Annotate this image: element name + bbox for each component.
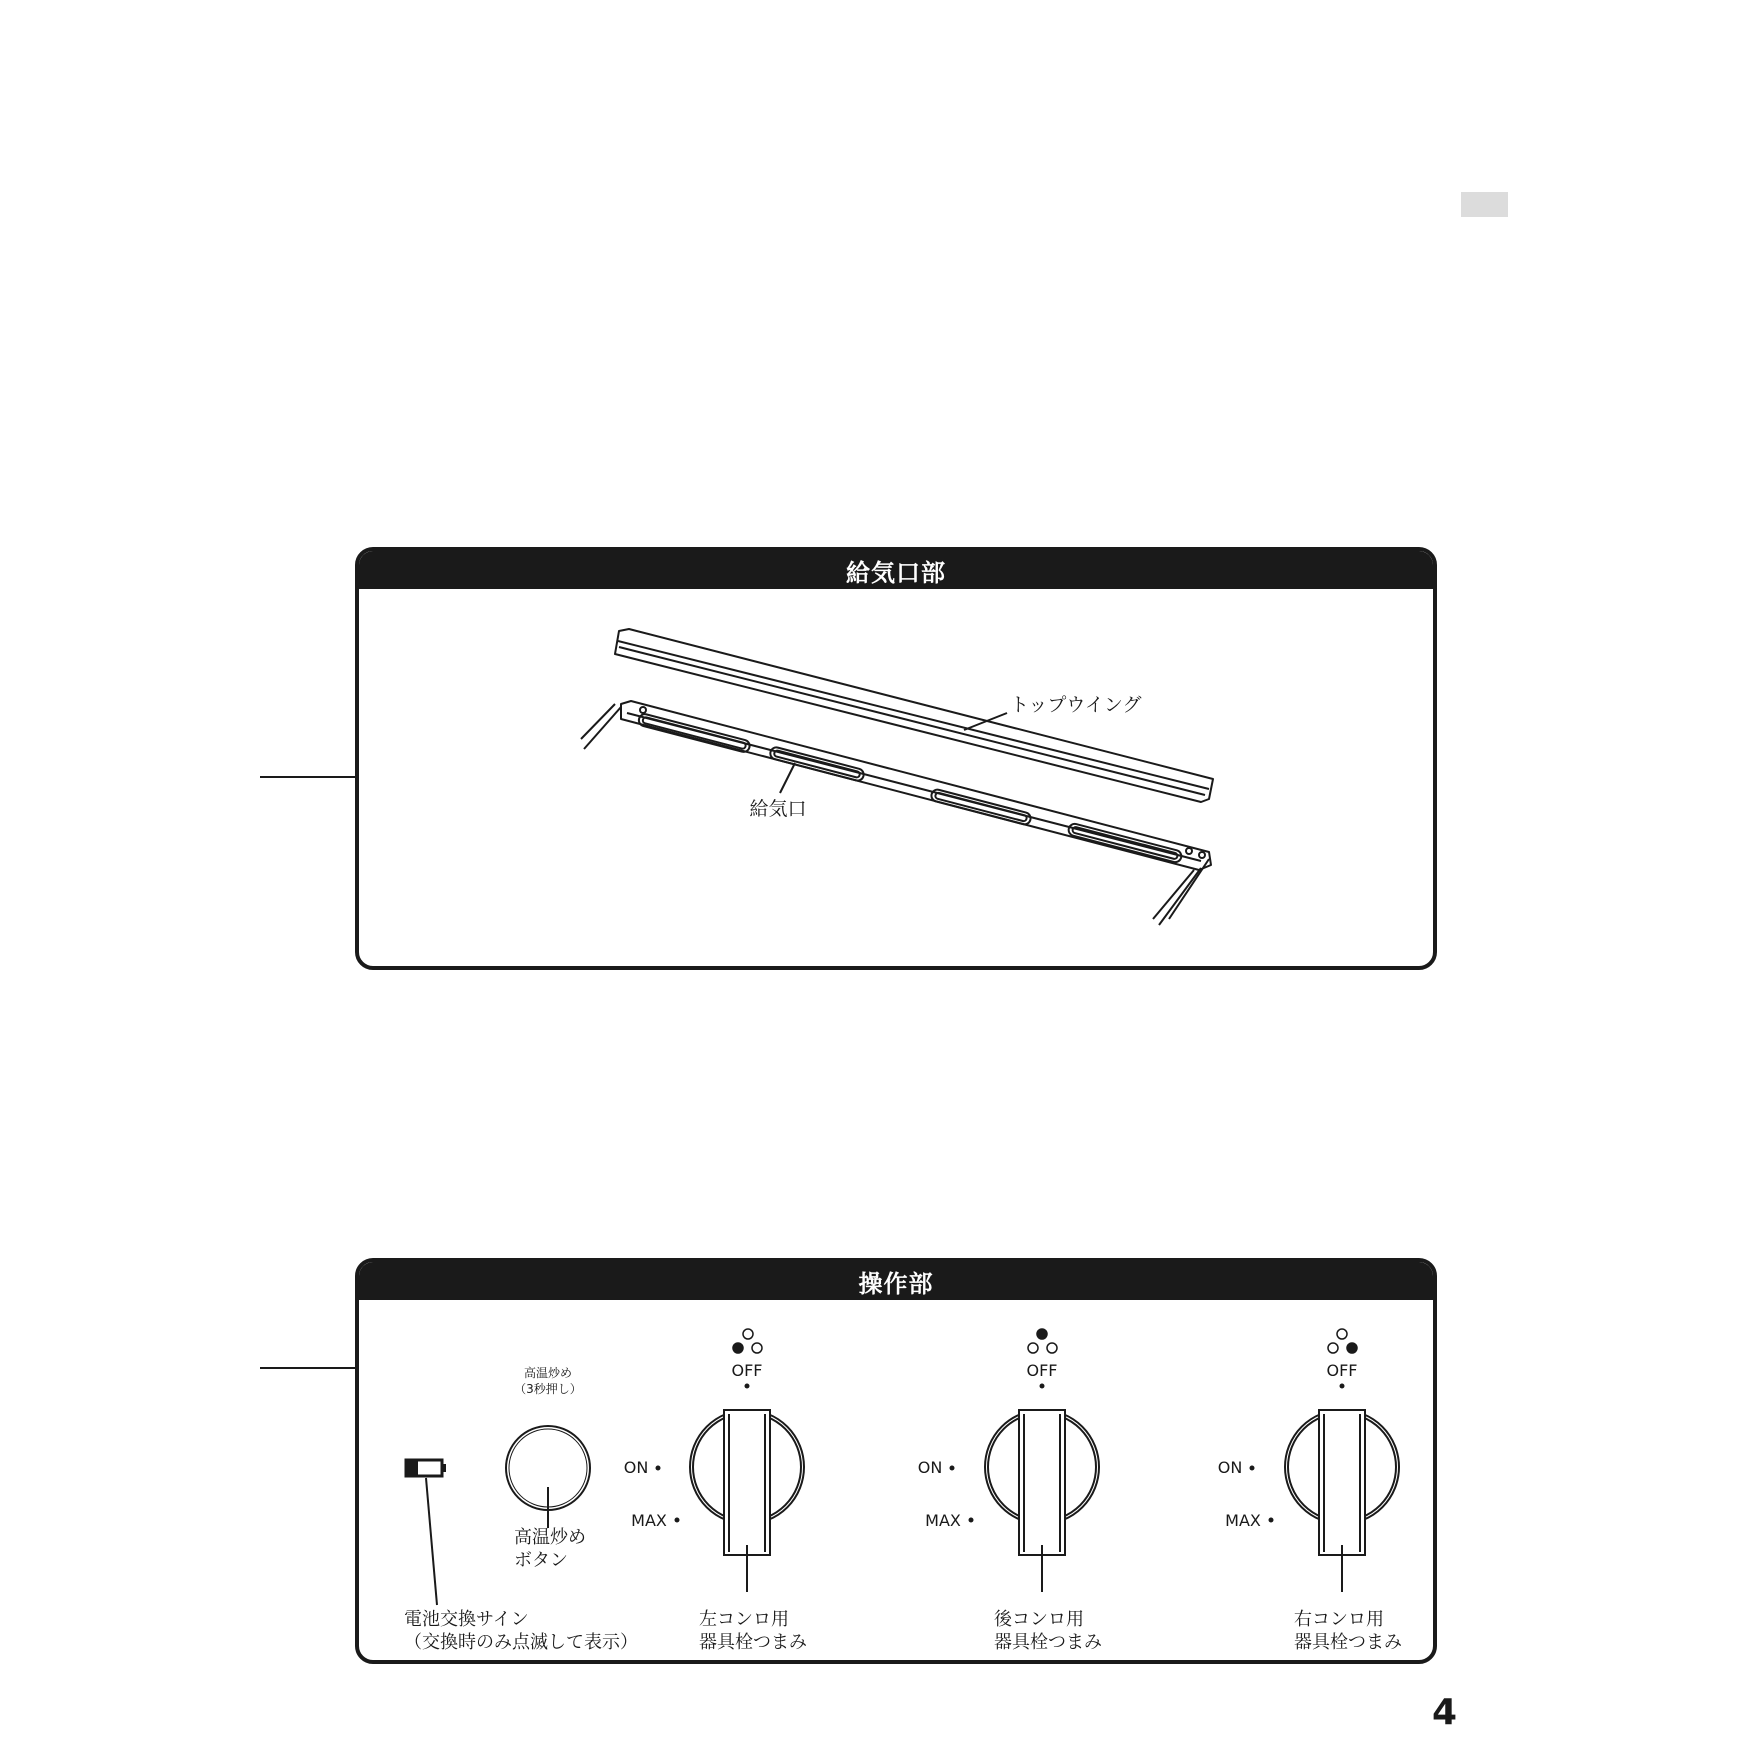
left-burner-knob[interactable] bbox=[690, 1410, 804, 1555]
intake-leader-line bbox=[260, 776, 355, 778]
intake-panel-title: 給気口部 bbox=[359, 551, 1433, 589]
high-temp-label-2: ボタン bbox=[514, 1550, 568, 1571]
battery-sign-leader bbox=[426, 1478, 437, 1605]
max-mark-label: MAX bbox=[925, 1511, 961, 1530]
page-number: 4 bbox=[1432, 1692, 1458, 1733]
page-tab-marker bbox=[1461, 192, 1508, 217]
battery-sign-label-2: （交換時のみ点滅して表示） bbox=[404, 1632, 638, 1653]
back-burner-knob-label-1: 後コンロ用 bbox=[994, 1609, 1084, 1630]
intake-panel bbox=[355, 547, 1437, 970]
control-panel bbox=[355, 1258, 1437, 1664]
control-panel-title: 操作部 bbox=[359, 1262, 1433, 1300]
back-burner-knob-group bbox=[918, 1329, 1102, 1653]
burner-indicator-icon bbox=[1328, 1329, 1357, 1353]
intake-label: 給気口 bbox=[749, 798, 807, 820]
control-leader-line bbox=[260, 1367, 355, 1369]
back-burner-knob[interactable] bbox=[985, 1410, 1099, 1555]
off-mark-label: OFF bbox=[1026, 1361, 1058, 1380]
off-mark-label: OFF bbox=[731, 1361, 763, 1380]
high-temp-caption-sub: （3秒押し） bbox=[514, 1382, 582, 1396]
on-mark-label: ON bbox=[917, 1458, 943, 1477]
battery-icon bbox=[406, 1460, 446, 1476]
max-mark-label: MAX bbox=[1225, 1511, 1261, 1530]
high-temp-caption: 高温炒め bbox=[523, 1366, 573, 1380]
control-illustration bbox=[359, 1300, 1433, 1660]
on-mark-label: ON bbox=[1217, 1458, 1243, 1477]
top-wing-label: トップウイング bbox=[1010, 694, 1142, 716]
high-temp-label-1: 高温炒め bbox=[514, 1527, 586, 1548]
left-burner-knob-label-2: 器具栓つまみ bbox=[699, 1632, 807, 1653]
high-temp-area bbox=[506, 1365, 590, 1571]
on-mark-label: ON bbox=[623, 1458, 649, 1477]
max-mark-label: MAX bbox=[631, 1511, 667, 1530]
back-burner-knob-label-2: 器具栓つまみ bbox=[994, 1632, 1102, 1653]
burner-indicator-icon bbox=[733, 1329, 762, 1353]
right-burner-knob-label-2: 器具栓つまみ bbox=[1294, 1632, 1402, 1653]
right-burner-knob-group bbox=[1218, 1329, 1402, 1653]
right-burner-knob[interactable] bbox=[1285, 1410, 1399, 1555]
intake-illustration bbox=[359, 589, 1433, 966]
left-burner-knob-group bbox=[624, 1329, 807, 1653]
burner-indicator-icon bbox=[1028, 1329, 1057, 1353]
battery-sign-label-1: 電池交換サイン bbox=[404, 1609, 529, 1630]
left-burner-knob-label-1: 左コンロ用 bbox=[699, 1609, 789, 1630]
right-burner-knob-label-1: 右コンロ用 bbox=[1294, 1609, 1384, 1630]
intake-leader bbox=[780, 763, 795, 793]
off-mark-label: OFF bbox=[1326, 1361, 1358, 1380]
